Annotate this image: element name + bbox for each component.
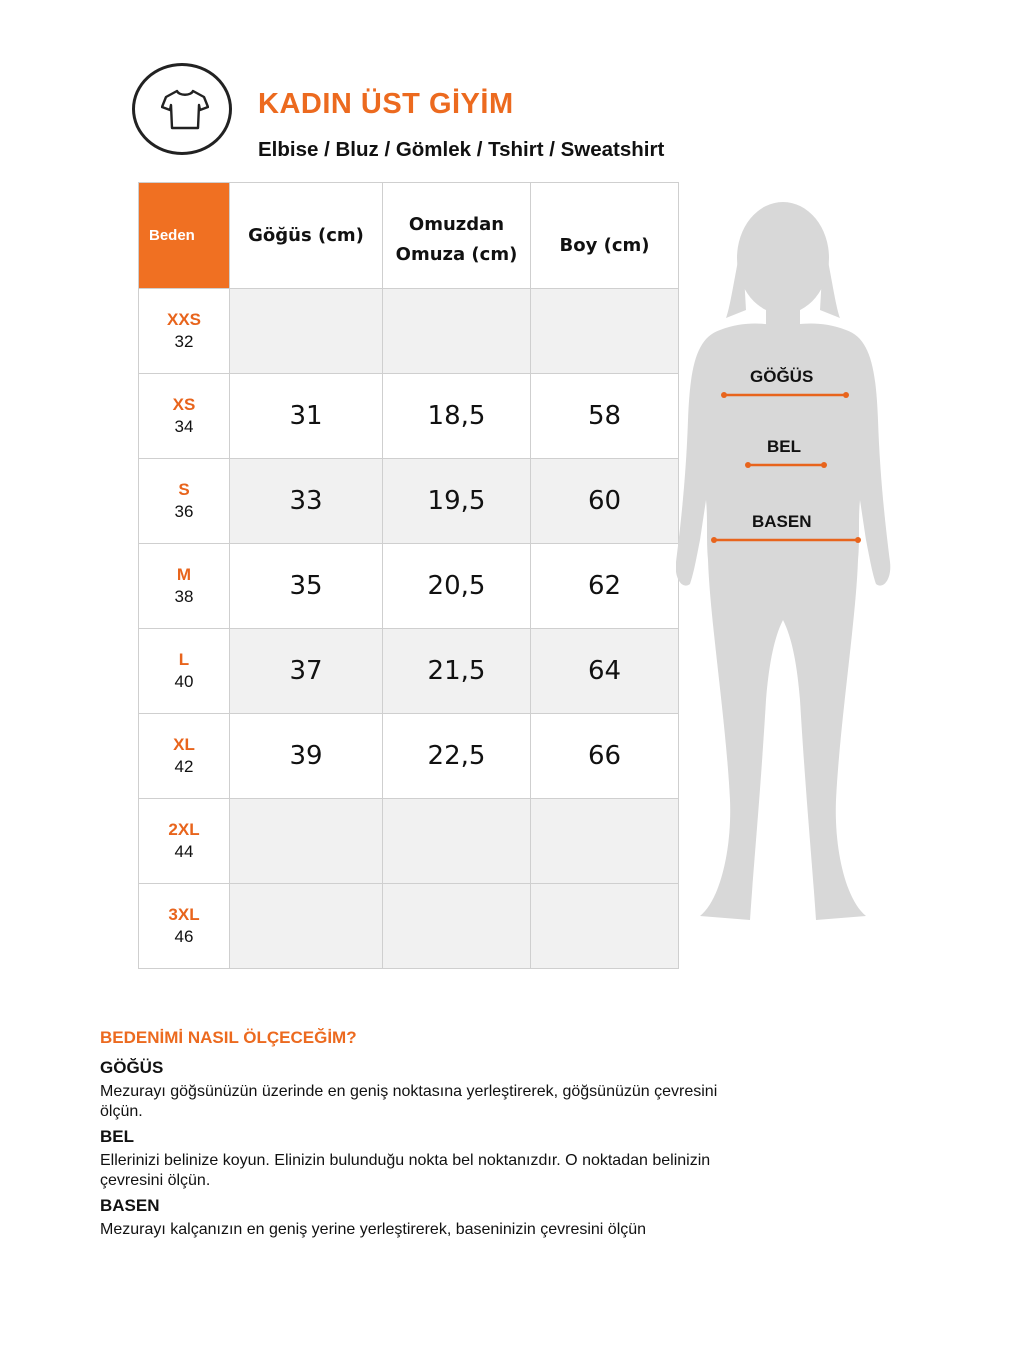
guide-heading-hip: BASEN — [100, 1196, 160, 1215]
size-number: 36 — [174, 502, 194, 521]
header-omuz-line1: Omuzdan — [408, 213, 505, 235]
size-number: 42 — [174, 757, 194, 776]
header-omuz — [383, 183, 531, 289]
label-waist: BEL — [767, 437, 801, 456]
page-subtitle: Elbise / Bluz / Gömlek / Tshirt / Sweatshirt — [258, 138, 665, 161]
size-number: 44 — [174, 842, 194, 861]
omuz-cell — [383, 884, 531, 969]
gogus-cell — [230, 799, 383, 884]
guide-heading-chest: GÖĞÜS — [100, 1058, 164, 1077]
size-cell — [139, 544, 230, 629]
table-row — [139, 629, 679, 714]
boy-cell — [531, 289, 679, 374]
gogus-cell — [230, 289, 383, 374]
gogus-cell: 35 — [230, 544, 383, 629]
table-header-row — [139, 183, 679, 289]
guide-text-chest: Mezurayı göğsünüzün üzerinde en geniş noktasına yerleştirerek, göğsünüzün çevresini ölçün. — [100, 1083, 718, 1120]
boy-cell: 58 — [531, 374, 679, 459]
table-row — [139, 544, 679, 629]
size-number: 38 — [174, 587, 194, 606]
gogus-cell: 39 — [230, 714, 383, 799]
size-number: 32 — [174, 332, 194, 351]
boy-cell: 64 — [531, 629, 679, 714]
guide-heading-waist: BEL — [100, 1127, 134, 1146]
gogus-cell: 37 — [230, 629, 383, 714]
table-row — [139, 374, 679, 459]
size-cell — [139, 289, 230, 374]
omuz-cell: 19,5 — [383, 459, 531, 544]
size-cell — [139, 459, 230, 544]
size-code: 3XL — [168, 905, 200, 924]
size-code: 2XL — [168, 820, 200, 839]
gogus-cell: 31 — [230, 374, 383, 459]
header-gogus: Göğüs (cm) — [230, 183, 383, 289]
boy-cell — [531, 884, 679, 969]
table-row — [139, 714, 679, 799]
gogus-cell: 33 — [230, 459, 383, 544]
omuz-cell: 22,5 — [383, 714, 531, 799]
size-code: XS — [172, 395, 196, 414]
omuz-cell: 21,5 — [383, 629, 531, 714]
boy-cell: 60 — [531, 459, 679, 544]
table-row — [139, 884, 679, 969]
omuz-cell — [383, 799, 531, 884]
boy-cell: 62 — [531, 544, 679, 629]
size-cell — [139, 374, 230, 459]
size-cell — [139, 799, 230, 884]
header-beden: Beden — [139, 183, 230, 289]
size-code: M — [176, 565, 192, 584]
guide-text-hip: Mezurayı kalçanızın en geniş yerine yerleştirerek, baseninizin çevresini ölçün — [100, 1221, 647, 1238]
guide-title: BEDENİMİ NASIL ÖLÇECEĞİM? — [100, 1028, 357, 1047]
boy-cell: 66 — [531, 714, 679, 799]
size-cell — [139, 629, 230, 714]
size-cell — [139, 884, 230, 969]
omuz-cell: 18,5 — [383, 374, 531, 459]
label-hip: BASEN — [752, 512, 812, 531]
size-number: 40 — [174, 672, 194, 691]
header-omuz-line2: Omuza (cm) — [395, 243, 518, 265]
page-title: KADIN ÜST GİYİM — [258, 88, 514, 120]
label-chest: GÖĞÜS — [750, 367, 814, 386]
table-row — [139, 799, 679, 884]
table-row — [139, 289, 679, 374]
size-table — [138, 182, 679, 969]
size-code: XXS — [166, 310, 202, 329]
size-number: 46 — [174, 927, 194, 946]
size-number: 34 — [174, 417, 194, 436]
size-code: L — [178, 650, 190, 669]
size-cell — [139, 714, 230, 799]
size-code: S — [178, 480, 190, 499]
header-boy: Boy (cm) — [531, 183, 679, 289]
logo-badge — [132, 63, 232, 155]
omuz-cell: 20,5 — [383, 544, 531, 629]
size-code: XL — [173, 735, 195, 754]
omuz-cell — [383, 289, 531, 374]
table-row — [139, 459, 679, 544]
gogus-cell — [230, 884, 383, 969]
body-silhouette — [676, 200, 896, 930]
tshirt-icon — [161, 88, 209, 130]
guide-text-waist: Ellerinizi belinize koyun. Elinizin bulunduğu nokta bel noktanızdır. O noktadan belinizin çevresini ölçün. — [100, 1152, 711, 1189]
boy-cell — [531, 799, 679, 884]
